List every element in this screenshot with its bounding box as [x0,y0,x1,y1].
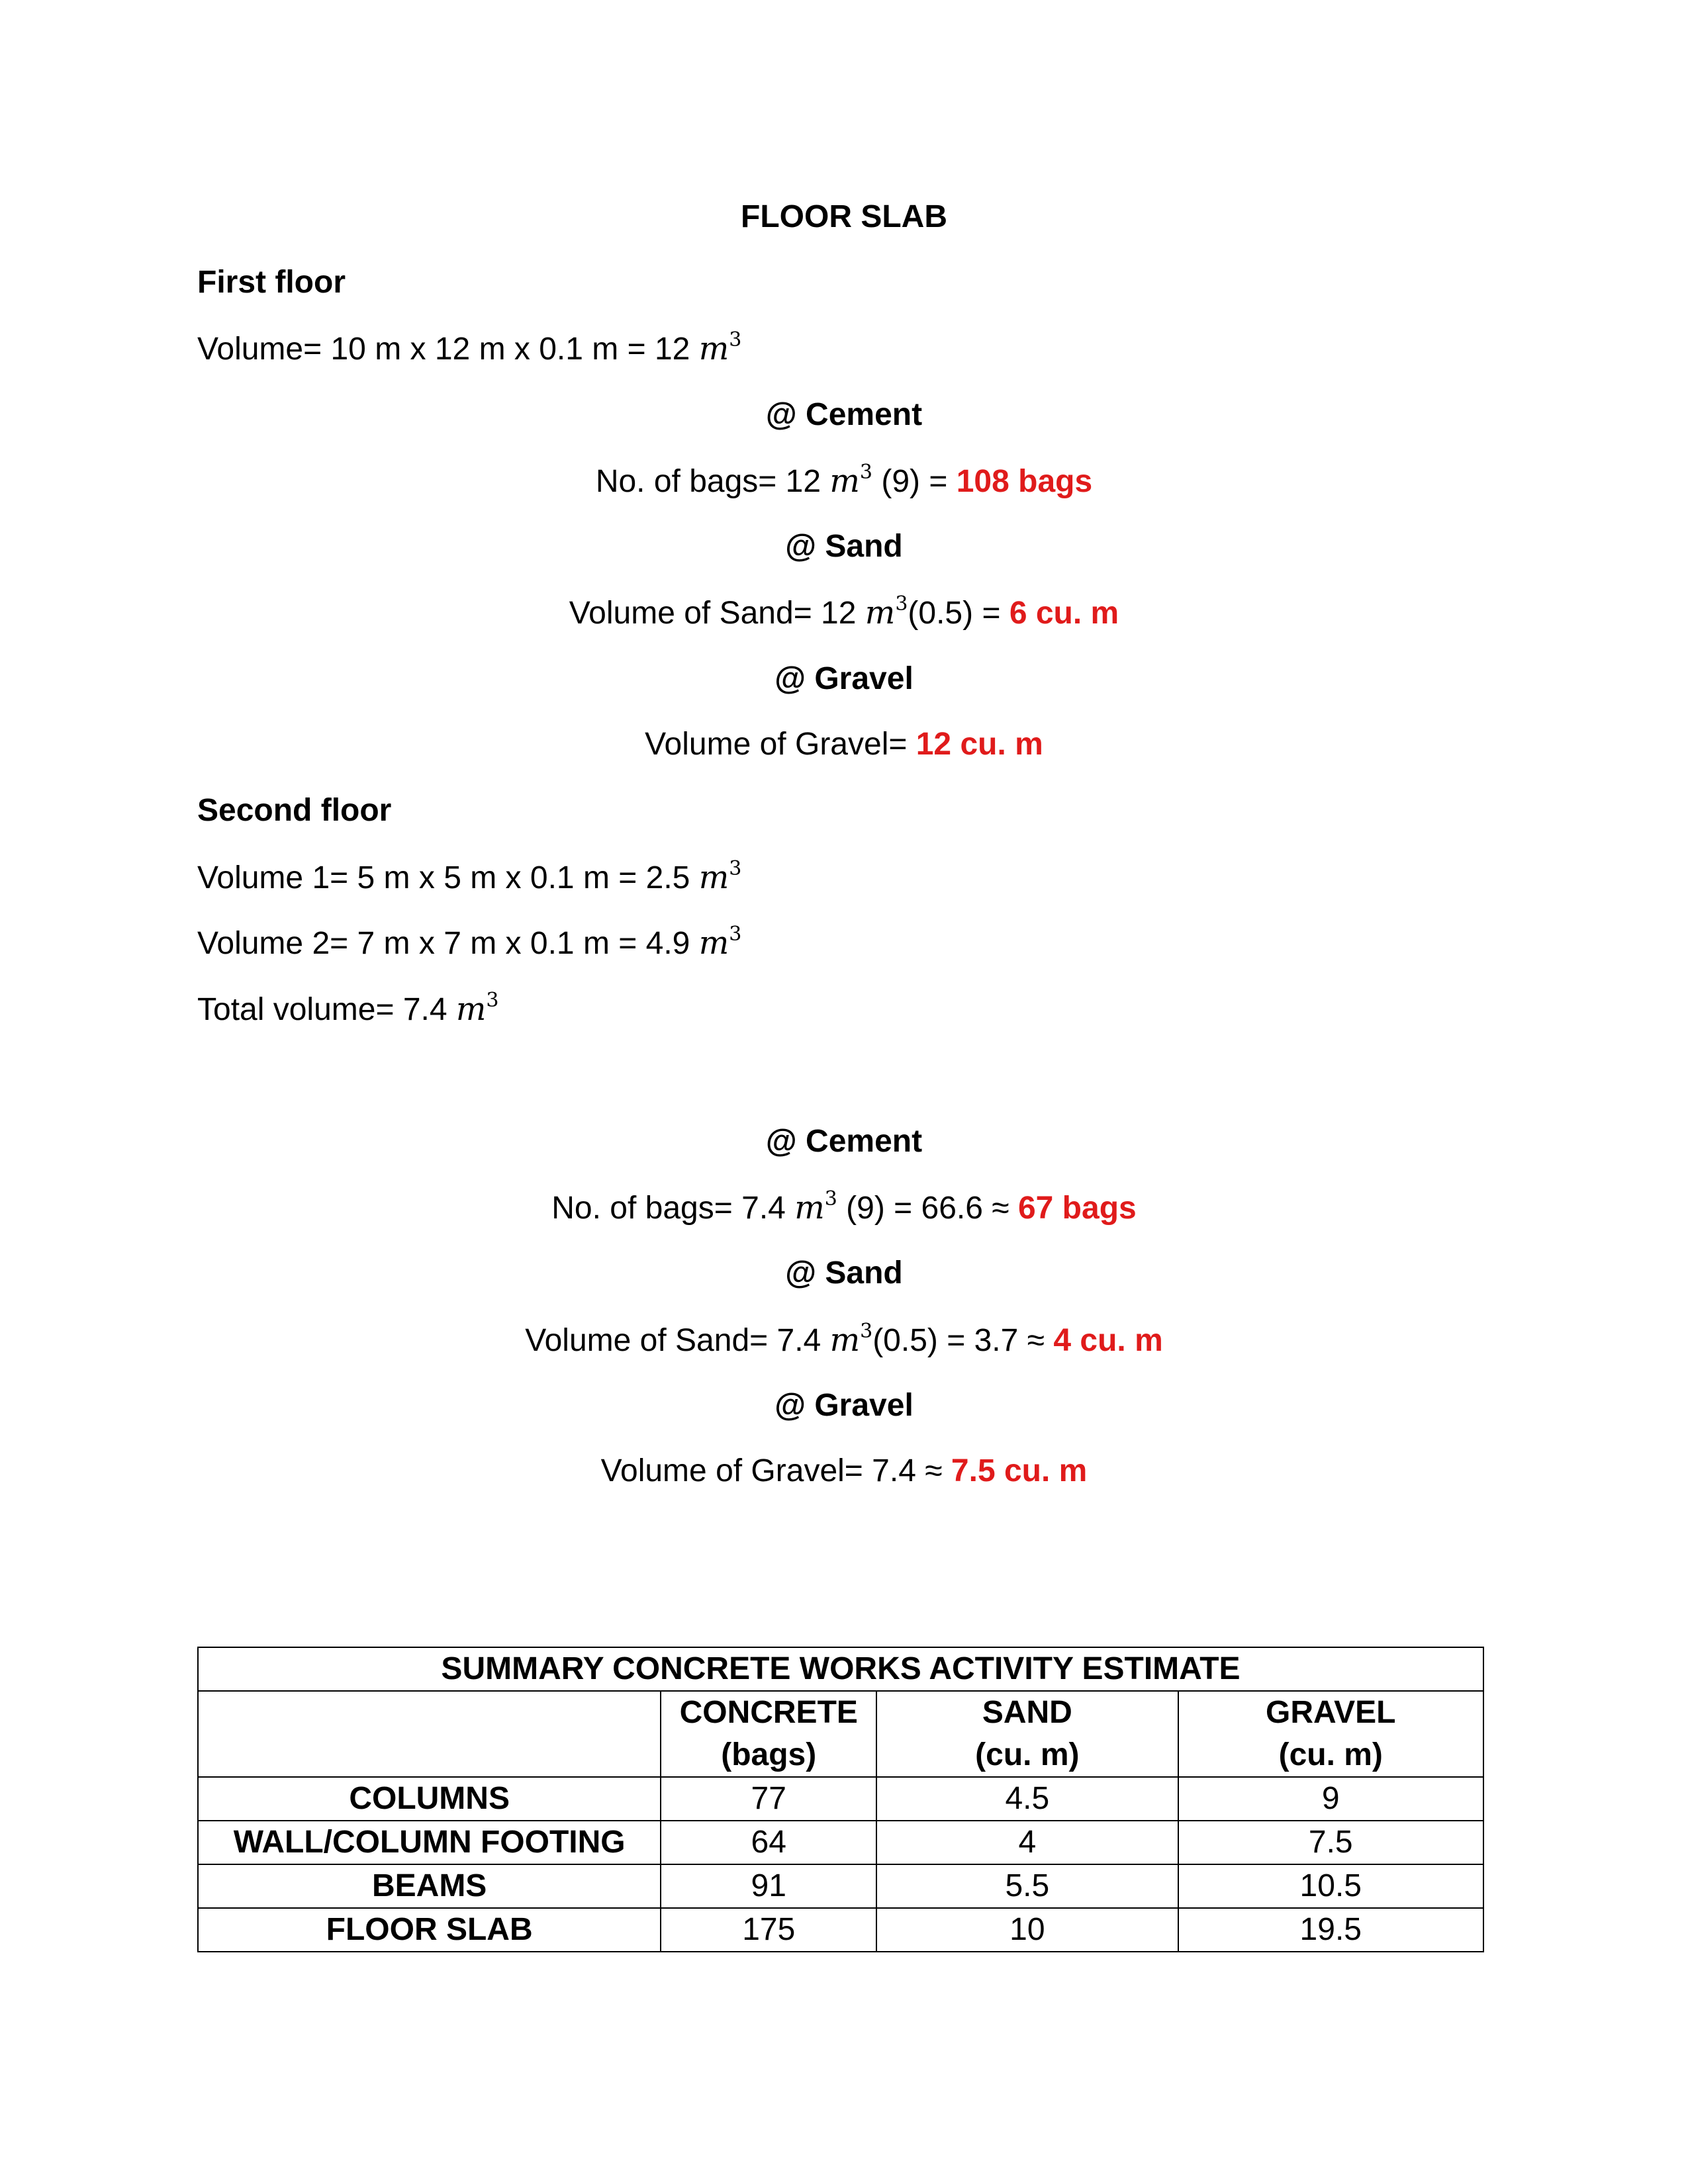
first-floor-gravel-calc: Volume of Gravel= 12 cu. m [645,727,1043,762]
header-concrete: CONCRETE (bags) [661,1691,876,1777]
header-gravel: GRAVEL (cu. m) [1178,1691,1483,1777]
second-floor-cement-calc: No. of bags= 7.4 $m^3$ (9) = 66.6 ≈ 67 bags [551,1187,1137,1226]
second-floor-gravel-calc: Volume of Gravel= 7.4 ≈ 7.5 cu. m [600,1453,1088,1488]
first-floor-gravel-result: 12 cu. m [915,727,1043,762]
table-row [198,1821,1483,1864]
page-title: FLOOR SLAB [741,199,947,234]
first-floor-sand-label: @ Sand [785,529,903,564]
second-floor-gravel-result: 7.5 cu. m [951,1453,1088,1488]
table-row [198,1864,1483,1908]
summary-title: SUMMARY CONCRETE WORKS ACTIVITY ESTIMATE [198,1647,1483,1691]
sand-cell: 4 [876,1821,1178,1864]
summary-header-row [198,1691,1483,1777]
table-row [198,1908,1483,1952]
cubic-meter-unit: $m^3$ [865,592,908,631]
cubic-meter-unit: $m^3$ [829,1320,873,1359]
summary-table [197,1647,1484,1952]
cubic-meter-unit: $m^3$ [698,923,742,962]
summary-title-row [198,1647,1483,1691]
second-floor-sand-result: 4 cu. m [1053,1323,1163,1358]
sand-cell: 5.5 [876,1864,1178,1908]
gravel-cell: 19.5 [1178,1908,1483,1952]
row-label: BEAMS [198,1864,661,1908]
first-floor-volume [197,329,741,369]
cubic-meter-unit: $m^3$ [794,1187,837,1226]
second-floor-label: Second floor [197,793,392,828]
second-floor-cement-label: @ Cement [765,1124,923,1159]
second-floor-volume-1: Volume 1= 5 m x 5 m x 0.1 m = 2.5 $m^3$ [197,857,742,896]
cubic-meter-unit: $m^3$ [698,857,742,896]
row-label: WALL/COLUMN FOOTING [198,1821,661,1864]
row-label: FLOOR SLAB [198,1908,661,1952]
first-floor-cement-result: 108 bags [956,464,1093,499]
table-row [198,1777,1483,1821]
concrete-cell: 91 [661,1864,876,1908]
second-floor-gravel-label: @ Gravel [774,1388,914,1423]
first-floor-cement-calc: No. of bags= 12 $m^3$ (9) = 108 bags [595,461,1093,500]
sand-cell: 10 [876,1908,1178,1952]
gravel-cell: 9 [1178,1777,1483,1821]
concrete-cell: 64 [661,1821,876,1864]
first-floor-cement-label: @ Cement [765,397,923,432]
second-floor-sand-label: @ Sand [785,1255,903,1291]
second-floor-cement-result: 67 bags [1017,1191,1137,1226]
gravel-cell: 7.5 [1178,1821,1483,1864]
first-floor-gravel-label: @ Gravel [774,661,914,696]
cubic-meter-unit: $m^3$ [698,328,742,367]
second-floor-total-volume: Total volume= 7.4 $m^3$ [197,989,499,1028]
cubic-meter-unit: $m^3$ [455,989,499,1028]
header-empty-cell [198,1691,661,1777]
first-floor-sand-result: 6 cu. m [1009,596,1119,631]
first-floor-label: First floor [197,265,346,300]
row-label: COLUMNS [198,1777,661,1821]
concrete-cell: 175 [661,1908,876,1952]
header-sand: SAND (cu. m) [876,1691,1178,1777]
sand-cell: 4.5 [876,1777,1178,1821]
cubic-meter-unit: $m^3$ [829,461,873,500]
gravel-cell: 10.5 [1178,1864,1483,1908]
first-floor-sand-calc: Volume of Sand= 12 $m^3(0.5) = 6$ cu. m [569,592,1119,631]
first-floor-volume-text: Volume= 10 m x 12 m x 0.1 m = 12 [197,332,690,367]
second-floor-sand-calc: Volume of Sand= 7.4 $m^3(0.5) = 3.7 \approx 4$ cu. m [525,1320,1163,1359]
second-floor-volume-2: Volume 2= 7 m x 7 m x 0.1 m = 4.9 $m^3$ [197,923,742,962]
concrete-cell: 77 [661,1777,876,1821]
